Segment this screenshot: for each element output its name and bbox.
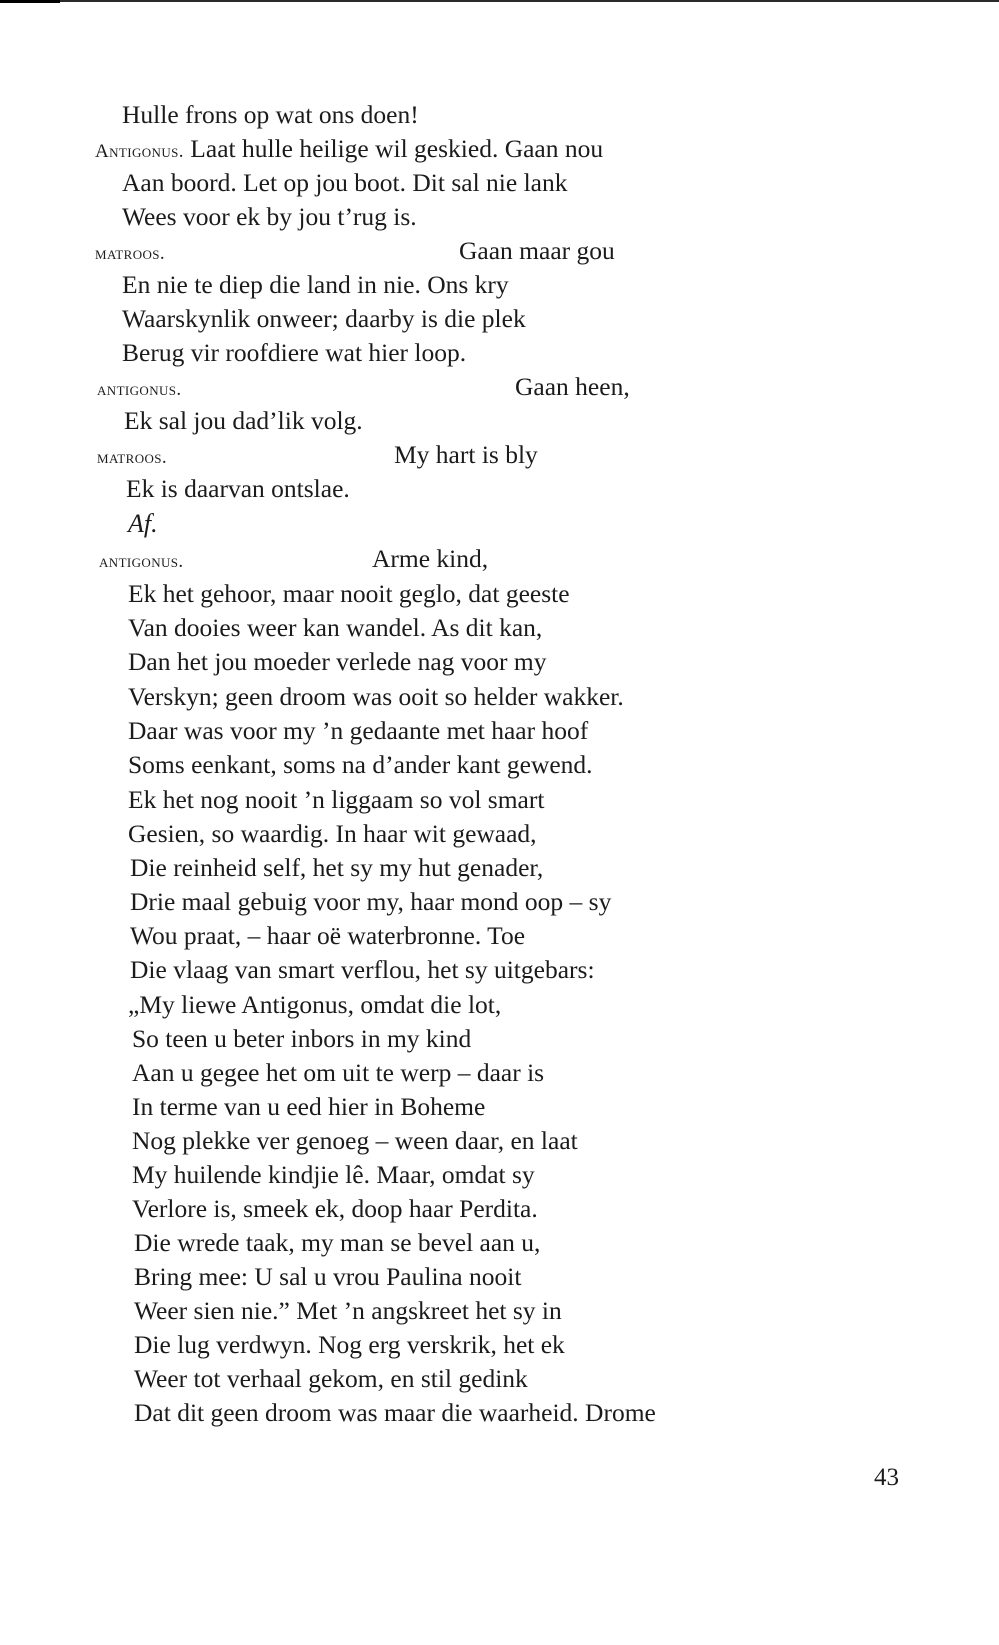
- verse-line: [128, 748, 593, 782]
- stage-direction-text: Af.: [128, 509, 158, 538]
- speech-text: Gaan maar gou: [459, 236, 615, 265]
- speaker-name: antigonus.: [97, 379, 182, 400]
- verse-text: Soms eenkant, soms na d’ander kant gewend.: [128, 750, 593, 779]
- verse-text: My huilende kindjie lê. Maar, omdat sy: [132, 1160, 535, 1189]
- speech-line: [97, 370, 182, 407]
- speech-text: Laat hulle heilige wil geskied. Gaan nou: [190, 134, 604, 163]
- verse-line: [132, 1022, 471, 1056]
- verse-line: [122, 200, 417, 234]
- verse-text: Daar was voor my ’n gedaante met haar hoof: [128, 716, 589, 745]
- verse-line: [134, 1362, 528, 1396]
- verse-line: [128, 577, 570, 611]
- verse-line: [130, 953, 595, 987]
- speaker-name: Antigonus.: [95, 141, 184, 162]
- verse-text: Wou praat, – haar oë waterbronne. Toe: [130, 921, 526, 950]
- verse-line: [128, 783, 544, 817]
- verse-line: [132, 1056, 544, 1090]
- verse-line: [128, 680, 624, 714]
- speaker-name: matroos.: [95, 243, 166, 264]
- verse-line: [132, 1192, 538, 1226]
- speaker-name: antigonus.: [99, 551, 184, 572]
- verse-line: [130, 885, 611, 919]
- verse-line: [132, 1158, 535, 1192]
- verse-line: [128, 817, 537, 851]
- verse-line: [128, 611, 542, 645]
- verse-text: Nog plekke ver genoeg – ween daar, en laat: [132, 1126, 578, 1155]
- verse-text: Weer sien nie.” Met ’n angskreet het sy in: [134, 1296, 562, 1325]
- verse-text: Die lug verdwyn. Nog erg verskrik, het ek: [134, 1330, 565, 1359]
- verse-text: Verskyn; geen droom was ooit so helder wakker.: [128, 682, 624, 711]
- verse-line: [134, 1260, 521, 1294]
- verse-text: In terme van u eed hier in Boheme: [132, 1092, 486, 1121]
- verse-text: So teen u beter inbors in my kind: [132, 1024, 472, 1053]
- verse-text: En nie te diep die land in nie. Ons kry: [122, 270, 509, 299]
- speaker-name: matroos.: [97, 447, 168, 468]
- verse-line: [132, 1090, 485, 1124]
- speech-line: [97, 438, 167, 475]
- verse-text: Hulle frons op wat ons doen!: [122, 100, 419, 129]
- verse-text: Drie maal gebuig voor my, haar mond oop – sy: [130, 887, 612, 916]
- speech-text: Gaan heen,: [515, 372, 630, 401]
- verse-line: [130, 851, 543, 885]
- verse-line: [122, 268, 509, 302]
- verse-text: Ek is daarvan ontslae.: [126, 474, 350, 503]
- verse-line: [128, 645, 546, 679]
- verse-text: Die reinheid self, het sy my hut genader,: [130, 853, 544, 882]
- verse-text: Die vlaag van smart verflou, het sy uitgebars:: [130, 955, 595, 984]
- verse-text: Weer tot verhaal gekom, en stil gedink: [134, 1364, 528, 1393]
- half-line-text: [372, 542, 488, 576]
- verse-text: Ek sal jou dad’lik volg.: [124, 406, 363, 435]
- verse-line: [134, 1294, 562, 1328]
- verse-line: [134, 1226, 540, 1260]
- verse-text: Aan boord. Let op jou boot. Dit sal nie lank: [122, 168, 568, 197]
- verse-text: Die wrede taak, my man se bevel aan u,: [134, 1228, 541, 1257]
- half-line-text: [394, 438, 538, 472]
- verse-line: [134, 1328, 565, 1362]
- verse-text: Aan u gegee het om uit te werp – daar is: [132, 1058, 545, 1087]
- verse-line: [124, 404, 363, 438]
- top-edge-rule-mark: [0, 0, 60, 3]
- verse-text: Verlore is, smeek ek, doop haar Perdita.: [132, 1194, 538, 1223]
- verse-text: Wees voor ek by jou t’rug is.: [122, 202, 417, 231]
- half-line-text: [515, 370, 630, 404]
- top-edge-rule: [0, 0, 999, 2]
- speech-line: [95, 234, 165, 271]
- verse-text: Bring mee: U sal u vrou Paulina nooit: [134, 1262, 522, 1291]
- verse-line: [128, 714, 588, 748]
- speech-line: [99, 542, 184, 579]
- page-number: 43: [874, 1464, 899, 1491]
- half-line-text: [459, 234, 615, 268]
- verse-text: Gesien, so waardig. In haar wit gewaad,: [128, 819, 537, 848]
- verse-line: [132, 1124, 578, 1158]
- verse-line: [122, 336, 466, 370]
- speech-text: Arme kind,: [372, 544, 489, 573]
- verse-text: Berug vir roofdiere wat hier loop.: [122, 338, 467, 367]
- verse-line: [122, 98, 419, 132]
- stage-direction: [128, 507, 158, 541]
- verse-line: [130, 919, 525, 953]
- verse-text: Van dooies weer kan wandel. As dit kan,: [128, 613, 543, 642]
- speech-line: [95, 132, 603, 169]
- verse-text: Ek het nog nooit ’n liggaam so vol smart: [128, 785, 545, 814]
- verse-line: [122, 302, 526, 336]
- speech-text: My hart is bly: [394, 440, 538, 469]
- verse-text: Dat dit geen droom was maar die waarheid. Drome: [134, 1398, 656, 1427]
- verse-text: Dan het jou moeder verlede nag voor my: [128, 647, 547, 676]
- verse-text: Waarskynlik onweer; daarby is die plek: [122, 304, 526, 333]
- verse-line: [126, 472, 350, 506]
- verse-text: „My liewe Antigonus, omdat die lot,: [128, 990, 502, 1019]
- verse-text: Ek het gehoor, maar nooit geglo, dat geeste: [128, 579, 570, 608]
- verse-line: [134, 1396, 656, 1430]
- verse-line: [128, 988, 501, 1022]
- verse-line: [122, 166, 567, 200]
